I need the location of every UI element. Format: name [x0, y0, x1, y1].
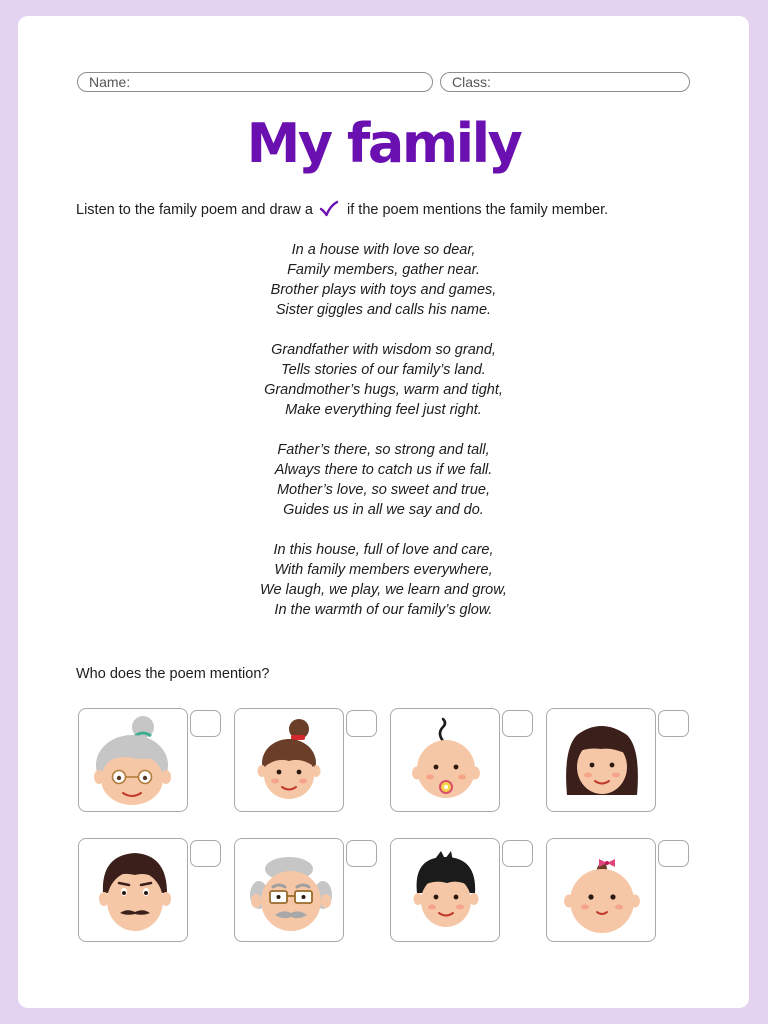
- page-title: My family: [246, 112, 521, 175]
- poem-line: Grandmother’s hugs, warm and tight,: [264, 382, 503, 398]
- tick-box-grandfather[interactable]: [346, 840, 377, 867]
- tick-box-girl[interactable]: [346, 710, 377, 737]
- checkmark-icon: [319, 200, 339, 224]
- name-field[interactable]: [77, 72, 433, 92]
- man-mustache-face-icon: [79, 839, 189, 943]
- tick-box-baby[interactable]: [502, 710, 533, 737]
- grandfather-face-icon: [235, 839, 345, 943]
- poem-line: In this house, full of love and care,: [273, 542, 494, 558]
- instructions: [76, 200, 716, 224]
- poem-line: Guides us in all we say and do.: [283, 502, 484, 518]
- worksheet: [18, 16, 749, 1008]
- baby-girl-face-icon: [547, 839, 657, 943]
- poem-stanza-2: [18, 340, 749, 420]
- family-card-father: [78, 838, 188, 942]
- girl-bun-face-icon: [235, 709, 345, 813]
- instructions-before: Listen to the family poem and draw a: [76, 202, 313, 218]
- poem-line: Father’s there, so strong and tall,: [277, 442, 490, 458]
- poem-line: In the warmth of our family’s glow.: [274, 602, 493, 618]
- poem-line: Mother’s love, so sweet and true,: [276, 482, 491, 498]
- grandmother-face-icon: [79, 709, 189, 813]
- boy-face-icon: [391, 839, 501, 943]
- family-card-grandfather: [234, 838, 344, 942]
- family-card-baby-girl: [546, 838, 656, 942]
- baby-pacifier-face-icon: [391, 709, 501, 813]
- poem-line: Make everything feel just right.: [285, 402, 482, 418]
- tick-box-boy[interactable]: [502, 840, 533, 867]
- poem-line: Sister giggles and calls his name.: [275, 302, 492, 318]
- poem-line: Grandfather with wisdom so grand,: [271, 342, 496, 358]
- poem-line: In a house with love so dear,: [291, 242, 476, 258]
- poem-line: Family members, gather near.: [287, 262, 480, 278]
- poem-stanza-1: [18, 240, 749, 320]
- tick-box-father[interactable]: [190, 840, 221, 867]
- poem-line: Brother plays with toys and games,: [270, 282, 497, 298]
- poem-line: We laugh, we play, we learn and grow,: [260, 582, 507, 598]
- family-card-woman: [546, 708, 656, 812]
- poem: [18, 240, 749, 640]
- question-text: Who does the poem mention?: [76, 666, 270, 682]
- poem-line: Tells stories of our family’s land.: [281, 362, 486, 378]
- poem-line: Always there to catch us if we fall.: [274, 462, 493, 478]
- family-card-boy: [390, 838, 500, 942]
- poem-stanza-3: [18, 440, 749, 520]
- class-label: Class:: [452, 74, 491, 90]
- tick-box-grandmother[interactable]: [190, 710, 221, 737]
- instructions-after: if the poem mentions the family member.: [347, 202, 609, 218]
- poem-stanza-4: [18, 540, 749, 620]
- name-label: Name:: [89, 74, 131, 90]
- poem-line: With family members everywhere,: [274, 562, 493, 578]
- tick-box-woman[interactable]: [658, 710, 689, 737]
- family-card-baby: [390, 708, 500, 812]
- family-card-girl: [234, 708, 344, 812]
- class-field[interactable]: [440, 72, 690, 92]
- tick-box-baby-girl[interactable]: [658, 840, 689, 867]
- woman-face-icon: [547, 709, 657, 813]
- family-card-grandmother: [78, 708, 188, 812]
